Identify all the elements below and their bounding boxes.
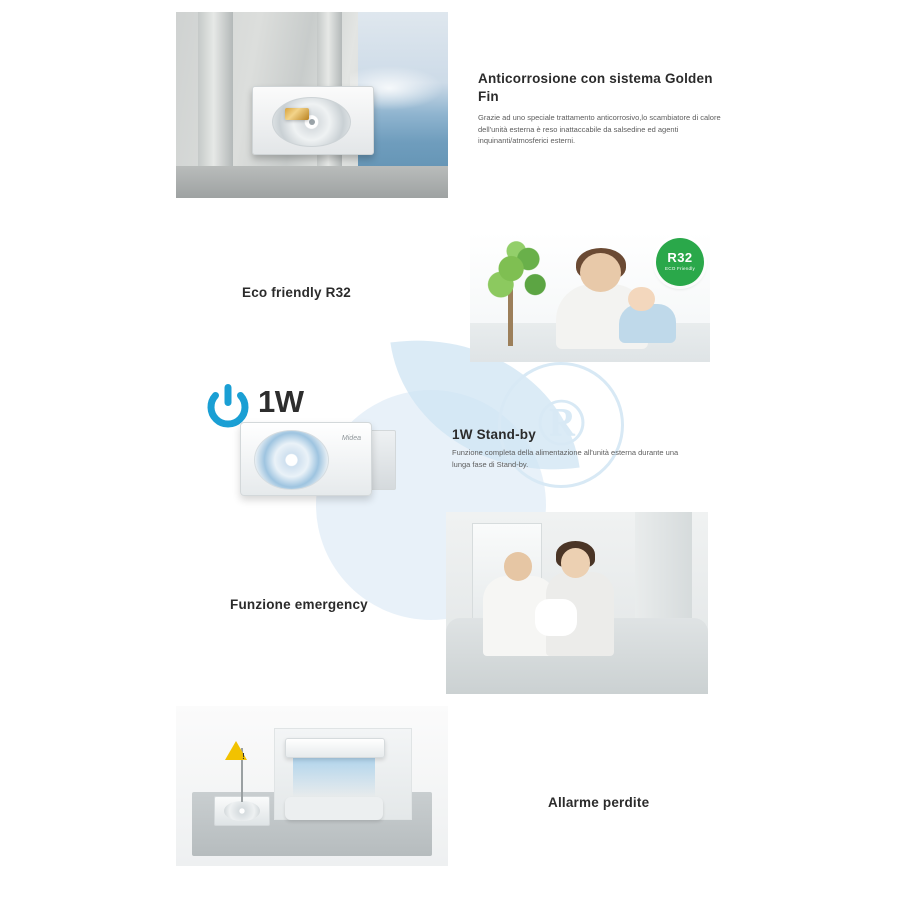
golden-fin-panel (285, 108, 309, 119)
unit-brand-logo: Midea (341, 435, 361, 442)
ground-surface (176, 166, 448, 198)
r32-badge-sublabel: ECO Friendly (665, 266, 695, 271)
section-title-emergency: Funzione emergency (230, 597, 368, 612)
tree-foliage (475, 235, 561, 316)
section-body-standby: Funzione completa della alimentazione all'unità esterna durante una lunga fase di Stand-by. (452, 448, 679, 469)
indoor-split-unit (285, 738, 385, 758)
outdoor-unit-illustration-1w (240, 422, 372, 496)
photo-1w-unit (196, 372, 416, 512)
section-title-eco-friendly: Eco friendly R32 (242, 285, 351, 300)
section-title-allarme: Allarme perdite (548, 795, 650, 810)
mother-head (561, 548, 590, 577)
power-label: 1W (258, 384, 304, 419)
photo-outdoor-unit (176, 12, 448, 198)
r32-badge-label: R32 (667, 250, 693, 265)
fan-grille-icon (224, 801, 260, 821)
airflow-visualization (293, 756, 375, 798)
r32-eco-badge (656, 238, 704, 286)
photo-family-sofa (446, 512, 708, 694)
mother-head (580, 253, 621, 292)
outdoor-unit-illustration (252, 86, 374, 155)
baby-head (628, 287, 654, 312)
section-title-anticorrosione: Anticorrosione con sistema Golden Fin (478, 71, 713, 105)
fan-hub (309, 119, 315, 125)
registered-mark-watermark: ® (498, 362, 624, 488)
fan-grille-icon (272, 97, 351, 147)
photo-family-baby (470, 232, 710, 362)
photo-leak-room (176, 706, 448, 866)
bed (285, 797, 383, 819)
fan-grille-icon (254, 430, 329, 490)
section-title-standby: 1W Stand-by (452, 427, 536, 442)
baby-figure (535, 599, 577, 635)
warning-exclamation: ! (242, 752, 245, 762)
section-body-anticorrosione: Grazie ad uno speciale trattamento anticorrosivo,lo scambiatore di calore dell'unità esterna è reso inattaccabile da salsedine ed agenti inquinanti/atmosferici esterni. (478, 113, 721, 146)
